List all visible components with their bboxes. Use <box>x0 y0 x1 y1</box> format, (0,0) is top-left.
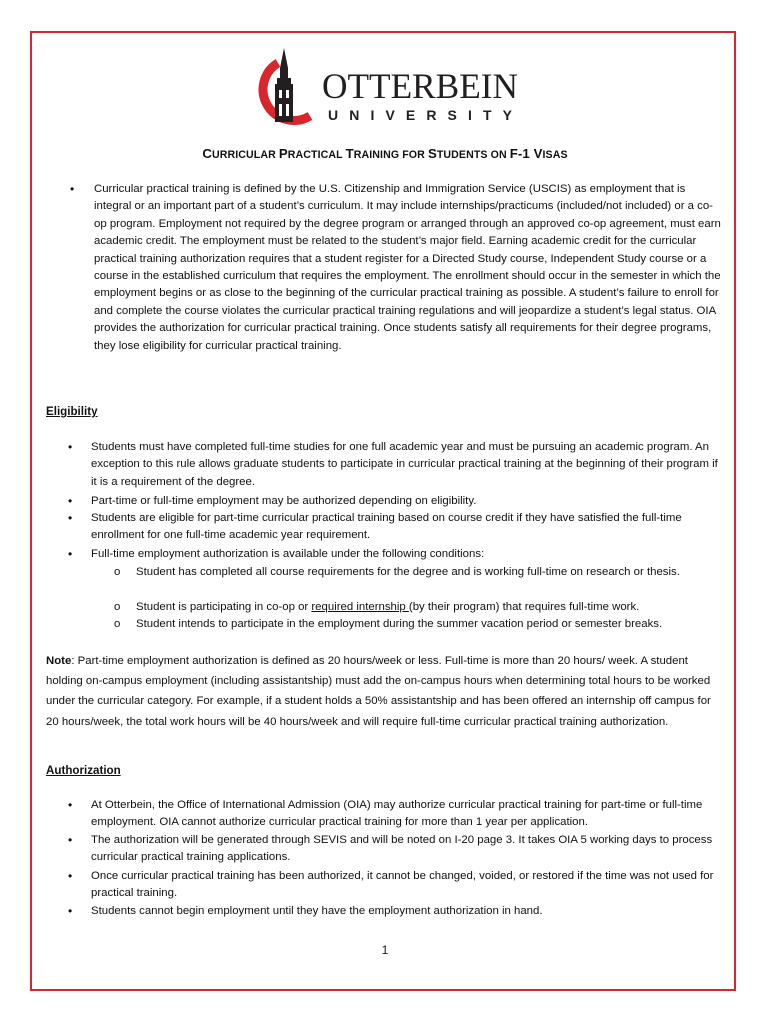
eligibility-item-2: Part-time or full-time employment may be authorized depending on eligibility. <box>91 495 477 507</box>
eligibility-sub-item-3: Student intends to participate in the employment during the summer vacation period or semester breaks. <box>136 618 663 630</box>
list-bullet-icon: • <box>68 869 73 883</box>
eligibility-item-4: Full-time employment authorization is available under the following conditions: <box>91 548 485 560</box>
list-bullet-icon: • <box>68 833 73 847</box>
page-title: CURRICULAR PRACTICAL TRAINING FOR STUDENTS ON F-1 VISAS <box>202 146 568 161</box>
sub-bullet-icon: o <box>114 618 121 630</box>
authorization-item-1: At Otterbein, the Office of International Admission (OIA) may authorize curricular practical training for part-time or full-time employment. OIA cannot authorize curricular practical training for more than 1 year per application. <box>91 799 703 829</box>
authorization-item-2: The authorization will be generated through SEVIS and will be noted on I-20 page 3. It takes OIA 5 working days to process curricular practical training applications. <box>91 834 713 864</box>
required-internship-link[interactable]: required internship <box>311 601 409 613</box>
page-number: 1 <box>381 944 389 957</box>
intro-bullet-icon: • <box>70 182 75 196</box>
note-paragraph: Note: Part-time employment authorization is defined as 20 hours/week or less. Full-time is more than 20 hours/ week. A student holding on-campus employment (including assistantship) must add the on-campus hours when determining total hours to be worked under the curricular category. For example, if a student holds a 50% assistantship and has been offered an internship off campus for 20 hours/week, the total work hours will be 40 hours/week and will require full-time curricular practical training authorization. <box>46 655 711 728</box>
authorization-heading: Authorization <box>46 764 121 777</box>
list-bullet-icon: • <box>68 904 73 918</box>
eligibility-heading: Eligibility <box>46 405 98 418</box>
authorization-item-4: Students cannot begin employment until they have the employment authorization in hand. <box>91 905 543 917</box>
eligibility-item-1: Students must have completed full-time studies for one full academic year and must be pursuing an academic program. An exception to this rule allows graduate students to participate in curricular practical training at the beginning of their program if it is a requirement of the degree. <box>91 441 718 488</box>
intro-paragraph: Curricular practical training is defined by the U.S. Citizenship and Immigration Service (USCIS) as employment that is integral or an important part of a student’s curriculum. It may include internships/practicums (included/not included) or a co-op program. Employment not required by the degree program or arranged through an approved co-op agreement, must earn academic credit. The employment must be related to the student’s major field. Earning academic credit for the curricular practical training authorization requires that a student register for a Directed Study course, Independent Study course or a course in the established curriculum that requires the employment. The enrollment should occur in the semester in which the employment begins or as close to the beginning of the curricular practical training as possible. A student’s failure to enroll for and complete the course violates the curricular practical training regulations and will jeopardize a student’s legal status. OIA provides the authorization for curricular practical training. Once students satisfy all requirements for their degree programs, they lose eligibility for curricular practical training. <box>94 183 721 352</box>
list-bullet-icon: • <box>68 547 73 561</box>
sub-bullet-icon: o <box>114 601 121 613</box>
list-bullet-icon: • <box>68 494 73 508</box>
list-bullet-icon: • <box>68 440 73 454</box>
note-label: Note <box>46 655 72 667</box>
logo-wordmark: OTTERBEIN <box>322 66 519 106</box>
spire-emblem-icon <box>263 48 310 122</box>
eligibility-sub-item-1: Student has completed all course requirements for the degree and is working full-time on research or thesis. <box>136 566 680 578</box>
authorization-item-3: Once curricular practical training has been authorized, it cannot be changed, voided, or restored if the time was not used for practical training. <box>91 870 714 900</box>
otterbein-university-logo <box>248 46 524 128</box>
sub-bullet-icon: o <box>114 566 121 578</box>
list-bullet-icon: • <box>68 511 73 525</box>
eligibility-item-3: Students are eligible for part-time curricular practical training based on course credit if they have satisfied the full-time enrollment for one full-time academic year requirement. <box>91 512 682 542</box>
list-bullet-icon: • <box>68 798 73 812</box>
logo-subtitle: UNIVERSITY <box>328 107 512 123</box>
eligibility-sub-item-2: Student is participating in co-op or required internship (by their program) that requires full-time work. <box>136 601 640 613</box>
